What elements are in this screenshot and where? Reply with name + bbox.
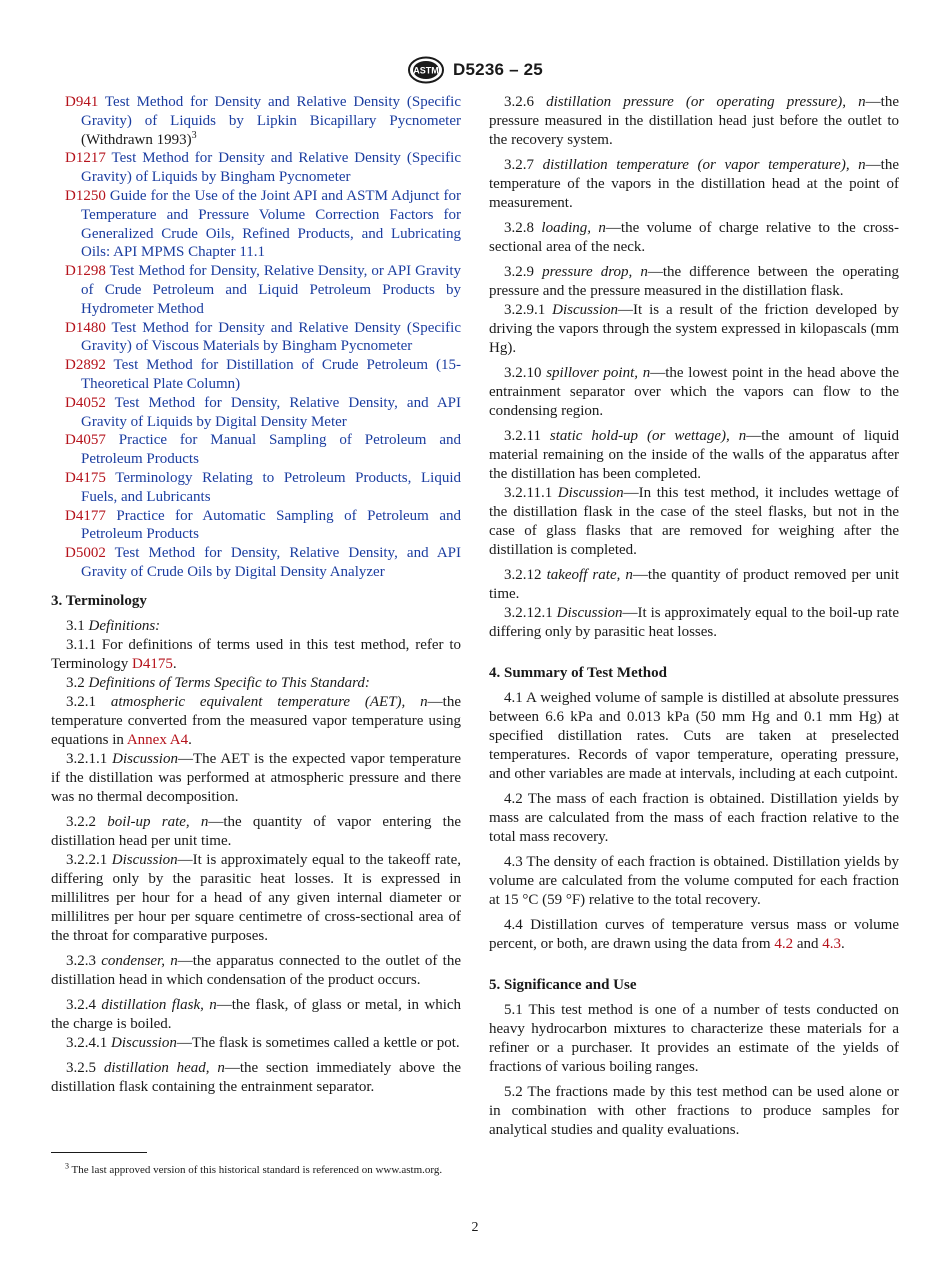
para-3-2: 3.2 Definitions of Terms Specific to This Standard: <box>66 674 370 691</box>
logo-text: ASTM <box>413 65 439 76</box>
reference-d5002[interactable]: D5002 Test Method for Density, Relative Density, and API Gravity of Crude Oils by Digital Density Analyzer <box>65 545 461 580</box>
section-heading-summary: 4. Summary of Test Method <box>489 665 667 681</box>
standard-designation: D5236 – 25 <box>453 60 543 79</box>
para-3-2-10: 3.2.10 spillover point, n—the lowest point in the head above the entrainment separator over which the vapors can flow to the condensing region. <box>489 365 900 419</box>
reference-d4057[interactable]: D4057 Practice for Manual Sampling of Petroleum and Petroleum Products <box>65 432 461 468</box>
para-3-2-2: 3.2.2 boil-up rate, n—the quantity of vapor entering the distillation head per unit time. <box>51 813 462 849</box>
para-3-2-1: 3.2.1 atmospheric equivalent temperature (AET), n—the temperature converted from the measured vapor temperature using equations in Annex A4. <box>51 693 461 748</box>
para-3-2-7: 3.2.7 distillation temperature (or vapor temperature), n—the temperature of the vapors in the distillation head at the point of measurement. <box>489 157 899 211</box>
para-3-2-11: 3.2.11 static hold-up (or wettage), n—the amount of liquid material remaining on the inside of the walls of the apparatus after the distillation has been completed. <box>489 428 899 482</box>
para-3-2-2-1: 3.2.2.1 Discussion—It is approximately equal to the takeoff rate, differing only by the parasitic heat losses. It is expressed in millilitres per hour for a head of any given internal diameter or millilitres per hour per square centimetre of cross-sectional area of the throat for comparative purposes. <box>51 851 462 944</box>
para-3-2-12-1: 3.2.12.1 Discussion—It is approximately equal to the boil-up rate differing only by parasitic heat losses. <box>489 605 900 640</box>
reference-d1480[interactable]: D1480 Test Method for Density and Relative Density (Specific Gravity) of Viscous Materials by Bingham Pycnometer <box>65 319 461 355</box>
footnote-divider <box>51 1152 147 1153</box>
reference-d1250[interactable]: D1250 Guide for the Use of the Joint API and ASTM Adjunct for Temperature and Pressure Volume Correction Factors for Generalized Crude Oils, Refined Products, and Lubricating Oils: API MPMS Chapter 11.1 <box>65 187 461 261</box>
reference-d941[interactable]: D941 Test Method for Density and Relative Density (Specific Gravity) of Liquids by Lipkin Bicapillary Pycnometer (Withdrawn 1993)$^3$ <box>65 94 461 148</box>
reference-d1298[interactable]: D1298 Test Method for Density, Relative Density, or API Gravity of Crude Petroleum and Liquid Petroleum Products by Hydrometer Method <box>65 263 461 317</box>
para-3-2-12: 3.2.12 takeoff rate, n—the quantity of product removed per unit time. <box>489 567 899 602</box>
link-d4175[interactable]: D4175 <box>132 655 173 672</box>
link-annex-a4[interactable]: Annex A4 <box>126 731 189 748</box>
para-4-2: 4.2 The mass of each fraction is obtained. Distillation yields by mass are calculated from the mass of each fraction relative to the total mass recovery. <box>489 791 899 845</box>
page-header <box>0 56 950 84</box>
left-column <box>51 93 461 1097</box>
link-4-2[interactable]: 4.2 <box>774 936 794 952</box>
para-3-2-9-1: 3.2.9.1 Discussion—It is a result of the friction developed by driving the vapors through the system expressed in kilopascals (mm Hg). <box>489 302 899 356</box>
para-3-2-4-1: 3.2.4.1 Discussion—The flask is sometimes called a kettle or pot. <box>66 1034 460 1051</box>
right-column <box>489 93 899 1140</box>
reference-d4175[interactable]: D4175 Terminology Relating to Petroleum Products, Liquid Fuels, and Lubricants <box>65 469 461 505</box>
para-3-2-1-1: 3.2.1.1 Discussion—The AET is the expected vapor temperature if the distillation was performed at atmospheric pressure and there was no thermal decomposition. <box>51 750 461 805</box>
para-3-2-11-1: 3.2.11.1 Discussion—In this test method, it includes wettage of the distillation flask in the case of the steel flasks, but not in the case of glass flasks that are removed for weighing after the distillation is completed. <box>489 485 899 558</box>
footnote-3: $^3$ The last approved version of this historical standard is referenced on www.astm.org. <box>65 1161 443 1176</box>
page-number: 2 <box>471 1220 479 1235</box>
reference-d2892[interactable]: D2892 Test Method for Distillation of Crude Petroleum (15-Theoretical Plate Column) <box>65 357 461 392</box>
para-4-3: 4.3 The density of each fraction is obtained. Distillation yields by volume are calculated from the volume computed for each fraction at 15 °C (59 °F) relative to the total recovery. <box>489 854 899 908</box>
para-3-2-9: 3.2.9 pressure drop, n—the difference between the operating pressure and the pressure measured in the distillation flask. <box>489 264 899 299</box>
para-4-1: 4.1 A weighed volume of sample is distilled at absolute pressures between 6.6 kPa and 0.013 kPa (50 mm Hg and 0.1 mm Hg) at specified distillation rates. Cuts are taken at preselected temperatures. Records of vapor temperature, operating pressure, and other variables are made at intervals, including at each cutpoint. <box>489 690 899 782</box>
para-3-1: 3.1 Definitions: <box>66 617 161 634</box>
section-heading-significance: 5. Significance and Use <box>489 977 637 993</box>
reference-d4052[interactable]: D4052 Test Method for Density, Relative Density, and API Gravity of Liquids by Digital Density Meter <box>65 394 461 430</box>
link-4-3[interactable]: 4.3 <box>822 936 841 952</box>
reference-list <box>51 93 461 582</box>
para-5-2: 5.2 The fractions made by this test method can be used alone or in combination with other fractions to produce samples for analytical studies and quality evaluations. <box>489 1084 899 1138</box>
para-3-2-6: 3.2.6 distillation pressure (or operating pressure), n—the pressure measured in the distillation head just before the outlet to the recovery system. <box>489 94 899 148</box>
section-heading-terminology: 3. Terminology <box>51 592 147 609</box>
para-4-4: 4.4 Distillation curves of temperature versus mass or volume percent, or both, are drawn using the data from 4.2 and 4.3. <box>489 917 899 952</box>
para-5-1: 5.1 This test method is one of a number of tests conducted on heavy hydrocarbon mixtures to characterize these materials for a refiner or a purchaser. It provides an estimate of the yields of fractions of various boiling ranges. <box>489 1002 899 1075</box>
astm-logo-icon <box>407 56 445 84</box>
reference-d4177[interactable]: D4177 Practice for Automatic Sampling of Petroleum and Petroleum Products <box>65 507 461 543</box>
para-3-2-3: 3.2.3 condenser, n—the apparatus connected to the outlet of the distillation head in which condensation of the product occurs. <box>51 952 461 988</box>
para-3-2-4: 3.2.4 distillation flask, n—the flask, of glass or metal, in which the charge is boiled. <box>51 996 462 1032</box>
para-3-2-5: 3.2.5 distillation head, n—the section immediately above the distillation flask containing the entrainment separator. <box>51 1059 461 1095</box>
reference-d1217[interactable]: D1217 Test Method for Density and Relative Density (Specific Gravity) of Liquids by Bingham Pycnometer <box>65 150 461 186</box>
para-3-2-8: 3.2.8 loading, n—the volume of charge relative to the cross-sectional area of the neck. <box>489 220 900 255</box>
para-3-1-1: 3.1.1 For definitions of terms used in this test method, refer to Terminology D4175. <box>51 636 461 672</box>
